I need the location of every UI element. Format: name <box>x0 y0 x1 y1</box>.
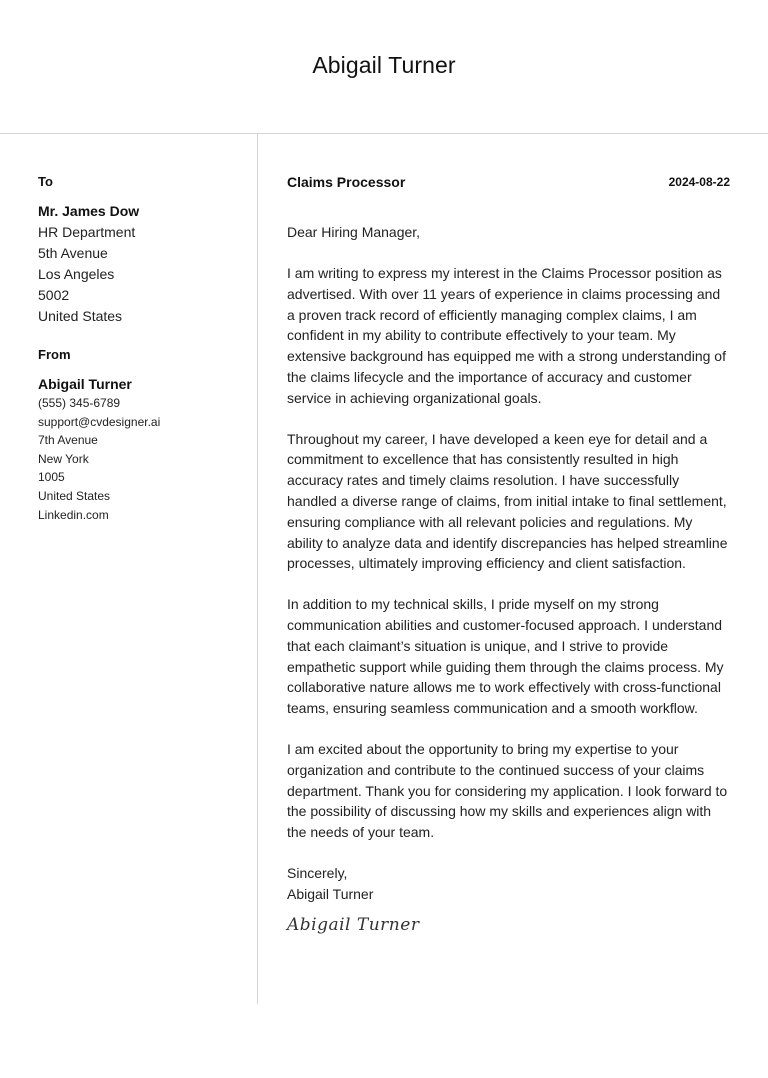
closing-block <box>287 863 730 905</box>
to-label: To <box>38 174 53 189</box>
salutation: Dear Hiring Manager, <box>287 224 421 240</box>
sender-name: Abigail Turner <box>38 376 132 392</box>
sender-city: New York <box>38 451 89 466</box>
letter-topline <box>287 172 730 192</box>
paragraph-3: In addition to my technical skills, I pride myself on my strong communication abilities and customer-focused approach. I understand that each claimant’s situation is unique, and I strive to provide empathetic support while guiding them through the claims process. My collaborative nature allows me to work effectively with cross-functional teams, ensuring seamless communication and a smooth workflow. <box>287 596 724 717</box>
sidebar <box>38 172 248 524</box>
sender-email: support@cvdesigner.ai <box>38 414 161 429</box>
recipient-street: 5th Avenue <box>38 245 108 261</box>
paragraph-2: Throughout my career, I have developed a keen eye for detail and a commitment to excellence that has consistently resulted in high accuracy rates and timely claims resolution. I have successfully handled a diverse range of claims, from initial intake to final settlement, ensuring compliance with all relevant policies and regulations. My ability to analyze data and identify discrepancies has helped streamline processes, ultimately improving efficiency and client satisfaction. <box>287 430 728 572</box>
sender-phone: (555) 345-6789 <box>38 396 121 410</box>
closing-phrase: Sincerely, <box>287 864 348 881</box>
header-divider <box>0 133 768 134</box>
recipient-name: Mr. James Dow <box>38 203 140 219</box>
from-label: From <box>38 347 71 362</box>
job-title: Claims Processor <box>287 174 406 190</box>
sender-street: 7th Avenue <box>38 433 98 448</box>
sender-linkedin: Linkedin.com <box>38 507 109 522</box>
sender-postcode: 1005 <box>38 470 65 485</box>
closing-name: Abigail Turner <box>287 885 374 902</box>
header-name: Abigail Turner <box>312 52 456 78</box>
recipient-postcode: 5002 <box>38 287 70 303</box>
recipient-department: HR Department <box>38 224 136 240</box>
paragraph-4: I am excited about the opportunity to bring my expertise to your organization and contribute to the continued success of your claims department. Thank you for considering my application. I look forward to the possibility of discussing how my skills and experiences align with the needs of your team. <box>287 740 728 841</box>
letter-body <box>287 172 730 935</box>
recipient-city: Los Angeles <box>38 266 115 282</box>
signature: Abigail Turner <box>287 914 420 935</box>
recipient-country: United States <box>38 308 123 324</box>
sender-country: United States <box>38 488 111 503</box>
letter-header <box>0 0 768 134</box>
letter-date: 2024-08-22 <box>668 175 730 189</box>
paragraph-1: I am writing to express my interest in the Claims Processor position as advertised. With over 11 years of experience in claims processing and a proven track record of efficiently managing complex claims, I am confident in my ability to contribute effectively to your team. My extensive background has equipped me with a strong understanding of the claims lifecycle and the importance of accuracy and customer service in achieving organizational goals. <box>287 265 726 406</box>
column-divider <box>257 134 258 1004</box>
